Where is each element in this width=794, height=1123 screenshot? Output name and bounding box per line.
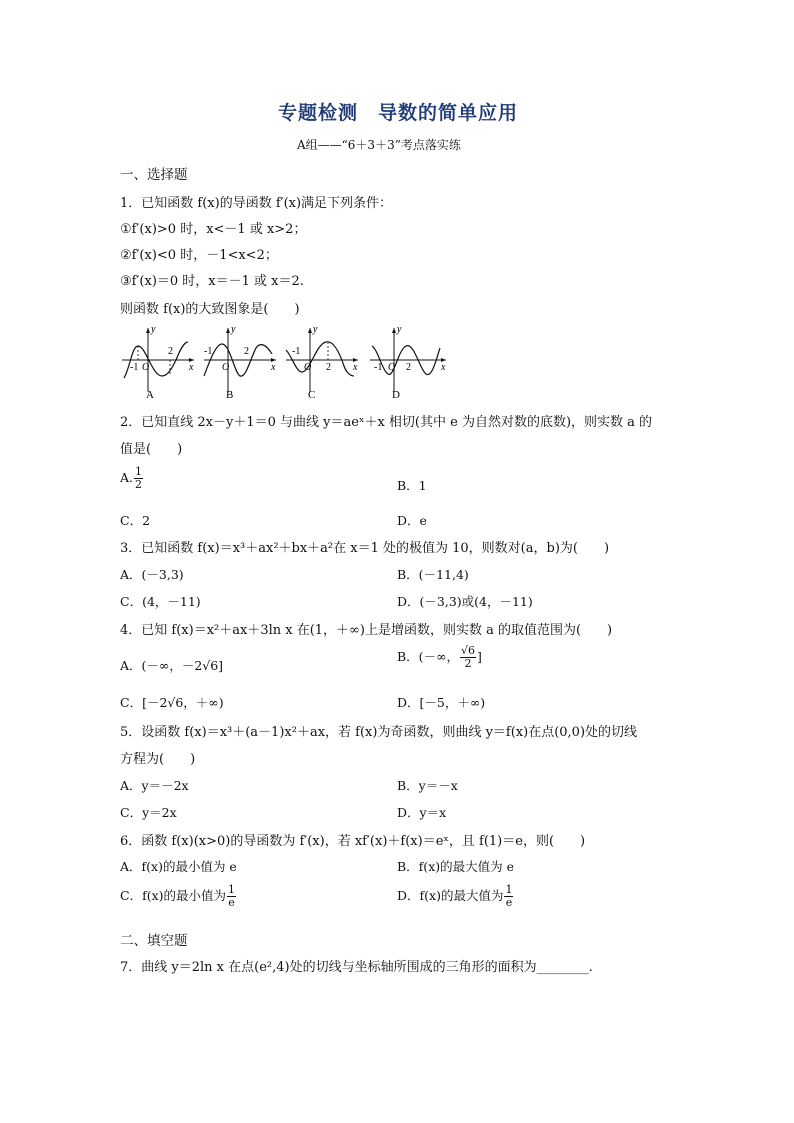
- fig-a-x: x: [189, 362, 194, 373]
- q6-option-c-prefix: C．f(x)的最小值为: [120, 888, 226, 903]
- q6-option-d: [397, 884, 514, 909]
- fig-c-two: 2: [326, 362, 331, 373]
- fig-c-label: C: [308, 389, 316, 400]
- q6-option-d-prefix: D．f(x)的最大值为: [397, 888, 504, 903]
- q4-stem: 4．已知 f(x)＝x²＋ax＋3ln x 在(1，＋∞)上是增函数，则实数 a 的取值范围为( ): [120, 623, 613, 638]
- fig-b-origin: O: [222, 362, 230, 373]
- fig-d-neg1: -1: [374, 362, 383, 373]
- q5-stem-line2: 方程为( ): [120, 752, 196, 767]
- fig-d-y: y: [397, 324, 402, 335]
- q2-stem-line1: 2．已知直线 2x－y＋1＝0 与曲线 y＝aeˣ＋x 相切(其中 e 为自然对数的底数)，则实数 a 的: [120, 415, 653, 430]
- fig-c-neg1: -1: [292, 346, 301, 357]
- q1-condition-3: ③f′(x)＝0 时，x＝－1 或 x＝2.: [120, 274, 304, 289]
- fig-b-label: B: [226, 389, 234, 400]
- q4-option-b-fraction: $\frac{√6}{2}$: [460, 644, 475, 670]
- fig-d-label: D: [392, 389, 400, 400]
- figure-a: [122, 324, 194, 400]
- q2-option-c: C．2: [120, 513, 151, 528]
- q1-condition-1: ①f′(x)>0 时，x<－1 或 x>2；: [120, 222, 307, 237]
- q1-stem: 1．已知函数 f(x)的导函数 f′(x)满足下列条件：: [120, 196, 393, 211]
- fig-d-x: x: [441, 362, 446, 373]
- fig-a-label: A: [146, 389, 154, 400]
- q2-option-d: D．e: [397, 513, 427, 528]
- q2-option-a-prefix: A.: [120, 470, 134, 485]
- q1-question: 则函数 f(x)的大致图象是( ): [120, 302, 300, 317]
- q1-condition-2: ②f′(x)<0 时，－1<x<2；: [120, 248, 278, 263]
- page-subtitle: A组——“6＋3＋3”考点落实练: [297, 138, 461, 152]
- q5-option-d: D．y＝x: [397, 805, 447, 820]
- q3-option-d: D．(－3,3)或(4，－11): [397, 594, 533, 609]
- figure-c: [286, 324, 358, 400]
- fig-d-two: 2: [406, 362, 411, 373]
- section-fill-heading: 二、填空题: [120, 933, 188, 949]
- q7-stem: 7．曲线 y＝2ln x 在点(e²,4)处的切线与坐标轴所围成的三角形的面积为________.: [120, 960, 593, 975]
- q6-stem: 6．函数 f(x)(x>0)的导函数为 f′(x)，若 xf′(x)＋f(x)＝eˣ，且 f(1)＝e，则( ): [120, 834, 586, 849]
- fig-a-origin: O: [142, 362, 150, 373]
- q4-option-b-prefix: B．(－∞，: [397, 649, 459, 664]
- fig-c-origin: O: [304, 362, 312, 373]
- q4-option-c: C．[－2√6，＋∞): [120, 695, 224, 710]
- q3-option-b: B．(－11,4): [397, 567, 469, 582]
- figure-b: [204, 324, 276, 400]
- q4-option-b-suffix: ]: [477, 649, 482, 664]
- page-title: 专题检测 导数的简单应用: [278, 102, 519, 124]
- q6-option-c: [120, 884, 237, 909]
- q6-option-c-fraction: $\frac{1}{e}$: [228, 883, 235, 909]
- q3-option-c: C．(4，－11): [120, 594, 201, 609]
- q6-option-d-fraction: $\frac{1}{e}$: [505, 883, 513, 909]
- q2-option-a: [120, 466, 144, 491]
- q5-stem-line1: 5．设函数 f(x)＝x³＋(a－1)x²＋ax，若 f(x)为奇函数，则曲线 y＝f(x)在点(0,0)处的切线: [120, 725, 638, 740]
- fig-b-two: 2: [244, 346, 249, 357]
- fig-b-neg1: -1: [204, 346, 213, 357]
- fig-d-origin: O: [388, 362, 396, 373]
- q2-option-a-fraction: $\frac{1}{2}$: [135, 465, 143, 491]
- q6-option-a: A．f(x)的最小值为 e: [120, 859, 237, 874]
- q4-option-b: [397, 645, 482, 670]
- q4-option-a: A．(－∞，－2√6]: [120, 658, 224, 673]
- fig-b-x: x: [271, 362, 276, 373]
- fig-c-y: y: [313, 324, 318, 335]
- q2-option-b: B．1: [397, 478, 427, 493]
- q3-stem: 3．已知函数 f(x)＝x³＋ax²＋bx＋a²在 x＝1 处的极值为 10，则数对(a，b)为( ): [120, 541, 610, 556]
- q5-option-b: B．y＝－x: [397, 778, 458, 793]
- fig-a-neg1: -1: [130, 362, 139, 373]
- q6-option-b: B．f(x)的最大值为 e: [397, 859, 514, 874]
- q4-option-d: D．[－5，＋∞): [397, 695, 486, 710]
- fig-b-y: y: [231, 324, 236, 335]
- q3-option-a: A．(－3,3): [120, 567, 184, 582]
- fig-c-x: x: [353, 362, 358, 373]
- figure-d: [370, 324, 446, 400]
- fig-a-two: 2: [168, 346, 173, 357]
- section-choice-heading: 一、选择题: [120, 167, 188, 183]
- q5-option-c: C．y＝2x: [120, 805, 177, 820]
- q2-stem-line2: 值是( ): [120, 442, 183, 457]
- q5-option-a: A．y＝－2x: [120, 778, 189, 793]
- fig-a-y: y: [151, 324, 156, 335]
- q1-figures: [118, 320, 458, 400]
